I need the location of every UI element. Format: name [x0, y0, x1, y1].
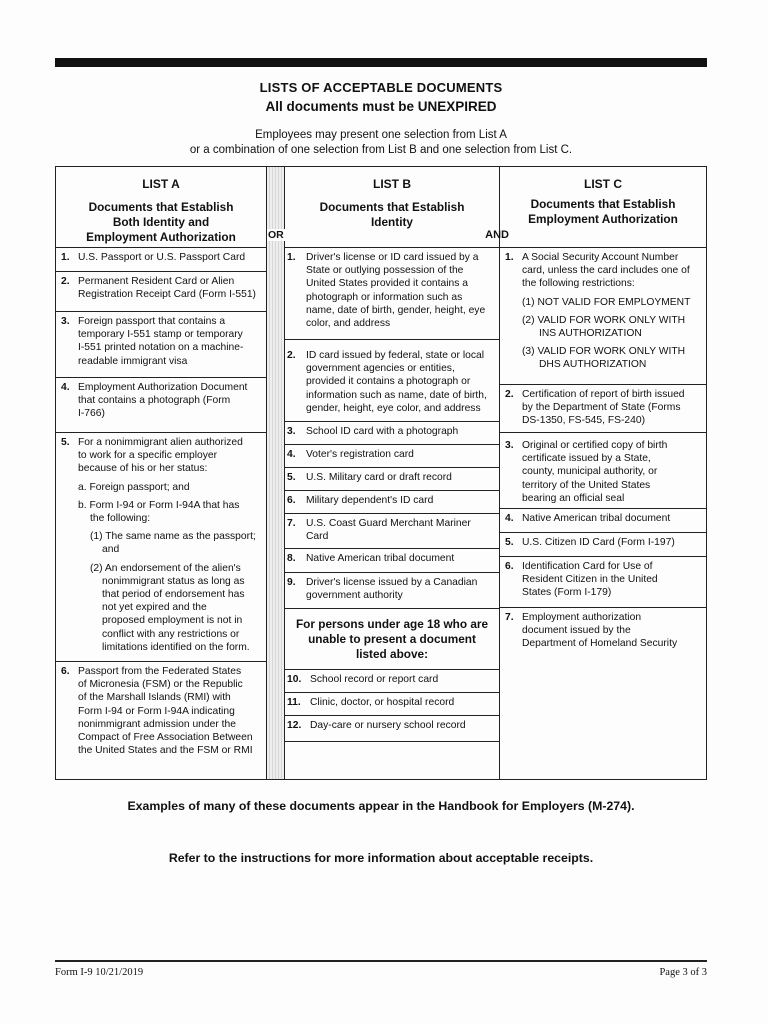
list-item: [285, 573, 499, 609]
item-number: 7.: [505, 612, 514, 623]
item-text: [522, 512, 702, 525]
item-number: 9.: [287, 577, 296, 588]
line: gender, height, eye color, and address: [306, 402, 481, 414]
sub-item-a: a. Foreign passport; and: [78, 481, 190, 493]
item-number: 5.: [505, 537, 514, 548]
sub-item-b: b. Form I-94 or Form I-94A that has: [78, 499, 240, 511]
page-subtitle: All documents must be UNEXPIRED: [265, 99, 497, 114]
line: the following restrictions:: [522, 278, 635, 290]
item-number: 3.: [505, 440, 514, 451]
line: Employment authorization: [522, 612, 642, 623]
item-number: 12.: [287, 720, 302, 731]
list-item: [500, 608, 706, 668]
line: proposed employment is not in: [102, 615, 243, 627]
item-text: [306, 471, 495, 484]
item-text: [78, 436, 262, 654]
line: Identification Card for Use of: [522, 561, 653, 572]
line: the following:: [90, 513, 151, 525]
footer-rule: [55, 960, 707, 962]
heading-line: Documents that Establish: [530, 197, 676, 211]
line: listed above:: [355, 647, 429, 661]
list-item: [500, 248, 706, 385]
line: Department of Homeland Security: [522, 638, 678, 650]
list-b-header: [285, 167, 509, 248]
list-a-label: LIST A: [142, 177, 180, 191]
line: U.S. Citizen ID Card (Form I-197): [522, 537, 675, 548]
heading-line: Employment Authorization: [86, 230, 236, 244]
list-item: [285, 340, 499, 422]
line: limitations identified on the form.: [102, 641, 250, 653]
item-number: 3.: [61, 316, 70, 327]
line: Compact of Free Association Between: [78, 732, 253, 744]
line: Card: [306, 531, 329, 543]
item-number: 6.: [287, 495, 296, 506]
item-number: 6.: [61, 666, 70, 677]
restriction-3: (3) VALID FOR WORK ONLY WITH: [522, 346, 686, 358]
header-rule: [55, 58, 707, 67]
item-text: [78, 381, 262, 421]
item-number: 5.: [61, 437, 70, 448]
item-number: 1.: [61, 252, 70, 263]
line: Permanent Resident Card or Alien: [78, 276, 235, 287]
line: Driver's license issued by a Canadian: [306, 577, 478, 588]
item-text: [78, 275, 262, 301]
line: card, unless the card includes one of: [522, 265, 690, 277]
line: U.S. Coast Guard Merchant Mariner: [306, 518, 471, 529]
item-text: [306, 552, 495, 565]
list-item: [56, 248, 266, 272]
restriction-1: (1) NOT VALID FOR EMPLOYMENT: [522, 296, 691, 308]
page-number: Page 3 of 3: [659, 967, 707, 978]
item-text: [310, 696, 495, 709]
line: DHS AUTHORIZATION: [539, 359, 647, 371]
list-item: [285, 445, 499, 468]
item-number: 4.: [505, 513, 514, 524]
intro-line-1: Employees may present one selection from List A: [255, 129, 507, 141]
line: to work for a specific employer: [78, 450, 218, 462]
line: I-551 printed notation on a machine-: [78, 342, 244, 354]
line: Military dependent's ID card: [306, 495, 434, 506]
line: temporary I-551 stamp or temporary: [78, 329, 243, 341]
item-text: [310, 719, 495, 732]
list-b-label: LIST B: [373, 177, 411, 191]
item-number: 1.: [287, 252, 296, 263]
line: nonimmigrant status as long as: [102, 575, 245, 587]
line: readable immigrant visa: [78, 355, 188, 367]
line: United States provided it contains a: [306, 278, 468, 290]
line: INS AUTHORIZATION: [539, 328, 642, 340]
heading-line: Documents that Establish: [88, 200, 234, 214]
list-item: [285, 716, 499, 742]
list-item: [285, 693, 499, 716]
list-item: [285, 549, 499, 573]
line: Native American tribal document: [522, 513, 671, 524]
list-a-header: [56, 167, 266, 248]
line: Clinic, doctor, or hospital record: [310, 697, 455, 708]
line: and: [102, 544, 120, 556]
line: Form I-94 or Form I-94A indicating: [78, 705, 235, 717]
item-number: 1.: [505, 252, 514, 263]
line: ID card issued by federal, state or local: [306, 350, 484, 361]
list-c-heading: [500, 197, 706, 227]
line: Certification of report of birth issued: [522, 389, 685, 400]
list-b-column: [285, 167, 509, 779]
documents-table: [55, 166, 707, 780]
item-text: [306, 349, 495, 415]
item-number: 4.: [61, 382, 70, 393]
item-text: [522, 560, 702, 600]
line: School record or report card: [310, 674, 439, 685]
or-label: OR: [268, 229, 284, 241]
item-number: 8.: [287, 553, 296, 564]
item-text: [306, 448, 495, 461]
list-item: [285, 491, 499, 514]
line: document issued by the: [522, 625, 631, 637]
heading-line: Both Identity and: [112, 215, 210, 229]
and-label: AND: [485, 229, 509, 241]
intro-text: [55, 128, 707, 158]
list-c-column: [500, 167, 706, 779]
line: U.S. Military card or draft record: [306, 472, 452, 483]
form-id: Form I-9 10/21/2019: [55, 967, 144, 978]
item-number: 2.: [505, 389, 514, 400]
list-c-header: [500, 167, 706, 248]
line: color, and address: [306, 318, 391, 330]
line: by the Department of State (Forms: [522, 402, 681, 414]
line: Employment Authorization Document: [78, 382, 248, 393]
item-number: 10.: [287, 674, 302, 685]
line: Foreign passport that contains a: [78, 316, 226, 327]
line: States (Form I-179): [522, 587, 612, 599]
or-separator: [267, 167, 285, 779]
item-number: 5.: [287, 472, 296, 483]
list-c-label: LIST C: [584, 177, 622, 191]
item-text: [78, 665, 262, 757]
list-item: [285, 670, 499, 693]
line: county, municipal authority, or: [522, 466, 658, 478]
item-text: [522, 611, 702, 651]
item-number: 4.: [287, 449, 296, 460]
line: conflict with any restrictions or: [102, 628, 240, 640]
list-item: [285, 248, 499, 340]
item-number: 3.: [287, 426, 296, 437]
list-item: [56, 378, 266, 433]
item-text: [78, 251, 262, 264]
line: the United States and the FSM or RMI: [78, 745, 253, 757]
list-item: [56, 433, 266, 662]
list-item: [285, 468, 499, 491]
item-text: [522, 536, 702, 549]
item-number: 2.: [287, 350, 296, 361]
line: bearing an official seal: [522, 492, 625, 504]
line: A Social Security Account Number: [522, 252, 679, 263]
line: because of his or her status:: [78, 463, 208, 475]
line: I-766): [78, 408, 105, 420]
line: Native American tribal document: [306, 553, 455, 564]
line: Driver's license or ID card issued by a: [306, 252, 479, 263]
item-text: [306, 425, 495, 438]
line: U.S. Passport or U.S. Passport Card: [78, 252, 246, 263]
list-item: [500, 433, 706, 509]
line: territory of the United States: [522, 479, 651, 491]
list-item: [56, 312, 266, 378]
line: For persons under age 18 who are: [295, 617, 489, 631]
restriction-2: (2) VALID FOR WORK ONLY WITH: [522, 314, 686, 326]
line: Voter's registration card: [306, 449, 414, 460]
line: nonimmigrant admission under the: [78, 718, 236, 730]
line: provided it contains a photograph or: [306, 376, 471, 388]
list-item: [285, 422, 499, 445]
list-item: [500, 557, 706, 608]
line: State or outlying possession of the: [306, 265, 464, 277]
item-number: 6.: [505, 561, 514, 572]
heading-line: Documents that Establish: [319, 200, 465, 214]
line: information such as name, date of birth,: [306, 389, 487, 401]
line: Day-care or nursery school record: [310, 720, 466, 731]
line: that contains a photograph (Form: [78, 395, 231, 407]
line: DS-1350, FS-545, FS-240): [522, 415, 646, 427]
line: photograph or information such as: [306, 291, 463, 303]
line: certificate issued by a State,: [522, 453, 651, 465]
heading-line: Identity: [371, 215, 413, 229]
line: Original or certified copy of birth: [522, 440, 668, 451]
line: that period of endorsement has: [102, 589, 245, 601]
item-text: [306, 576, 495, 602]
sub-item-b1: (1) The same name as the passport;: [90, 531, 256, 543]
list-item: [500, 385, 706, 433]
item-text: [310, 673, 495, 686]
list-a-column: [56, 167, 267, 779]
intro-line-2: or a combination of one selection from List B and one selection from List C.: [189, 144, 573, 156]
list-item: [56, 272, 266, 312]
item-text: [522, 388, 702, 428]
receipts-note: Refer to the instructions for more information about acceptable receipts.: [168, 851, 594, 865]
page-title: LISTS OF ACCEPTABLE DOCUMENTS: [259, 80, 503, 95]
line: name, date of birth, gender, height, eye: [306, 304, 486, 316]
handbook-note: Examples of many of these documents appear in the Handbook for Employers (M-274).: [127, 799, 635, 813]
line: of the Marshall Islands (RMI) with: [78, 692, 231, 704]
list-item: [285, 514, 499, 549]
line: government authority: [306, 590, 403, 602]
line: of Micronesia (FSM) or the Republic: [78, 679, 243, 691]
line: Registration Receipt Card (Form I-551): [78, 289, 256, 301]
line: unable to present a document: [308, 632, 476, 646]
list-item: [500, 509, 706, 533]
item-text: [78, 315, 262, 368]
item-text: [522, 439, 702, 505]
list-b-heading: [285, 200, 499, 230]
list-a-heading: [56, 200, 266, 245]
list-item: [56, 662, 266, 780]
item-text: [306, 517, 495, 543]
heading-line: Employment Authorization: [528, 212, 678, 226]
line: Resident Citizen in the United: [522, 574, 658, 586]
item-text: [522, 251, 702, 372]
line: For a nonimmigrant alien authorized: [78, 437, 243, 448]
line: Passport from the Federated States: [78, 666, 242, 677]
line: government agencies or entities,: [306, 363, 455, 375]
sub-item-b2: (2) An endorsement of the alien's: [90, 562, 241, 574]
line: School ID card with a photograph: [306, 426, 459, 437]
item-number: 2.: [61, 276, 70, 287]
line: not yet expired and the: [102, 602, 207, 614]
title-block: [55, 80, 707, 114]
item-number: 11.: [287, 697, 301, 708]
item-number: 7.: [287, 518, 296, 529]
item-text: [306, 251, 495, 330]
list-item: [500, 533, 706, 557]
under-18-heading: [285, 609, 499, 670]
item-text: [306, 494, 495, 507]
